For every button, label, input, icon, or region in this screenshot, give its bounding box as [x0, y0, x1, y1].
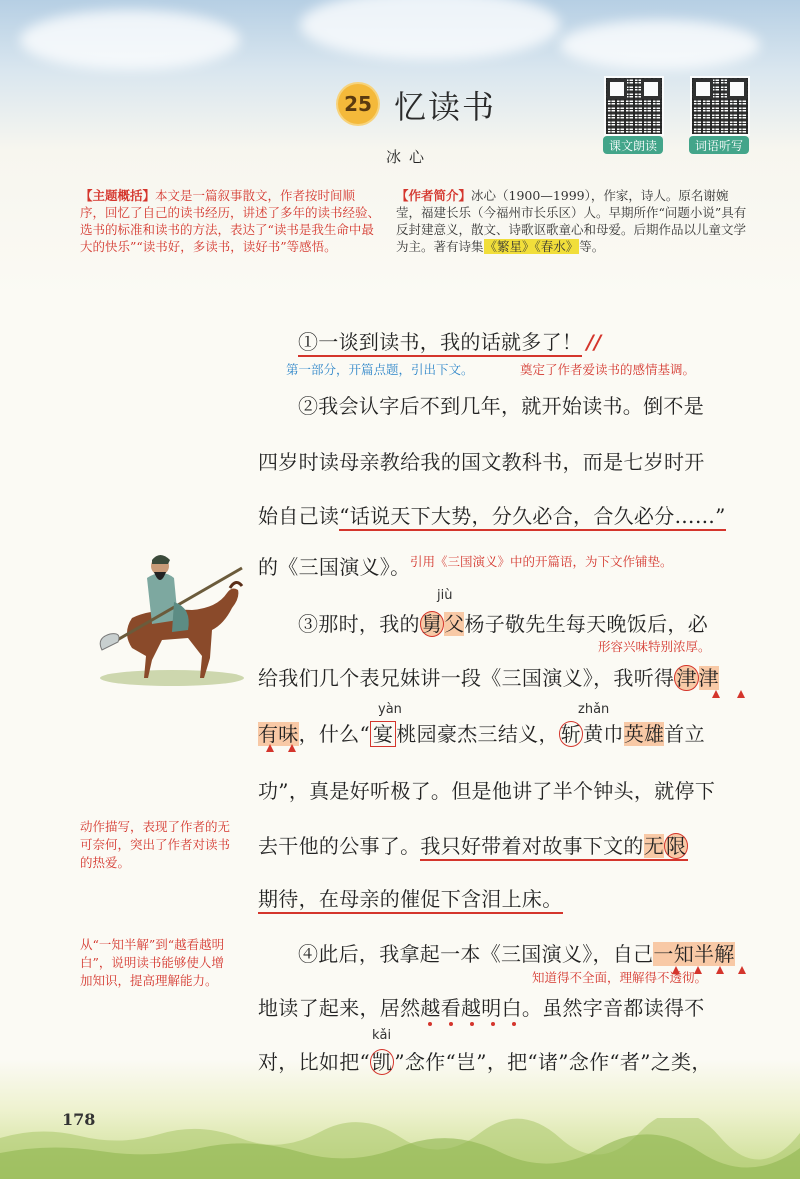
annotation-yizhibanjie: 知道得不全面，理解得不透彻。 — [532, 970, 708, 985]
sky-cloud — [300, 0, 560, 60]
guan-yu-horseman-illustration — [92, 538, 250, 688]
annotation-part-one: 第一部分，开篇点题，引出下文。 — [286, 362, 474, 377]
emphasis-triangle — [266, 744, 274, 752]
p3-underlined-action — [420, 834, 688, 861]
author-works: 《繁星》《春水》 — [484, 239, 579, 254]
p1-text: ①一谈到读书，我的话就多了！ — [298, 330, 582, 357]
grass-footer-decoration — [0, 1118, 800, 1179]
word-youwei: 有味 — [258, 722, 299, 746]
pinyin-jiu: jiù — [437, 588, 453, 603]
qr-reading-label[interactable]: 课文朗读 — [603, 136, 663, 154]
pinyin-yan: yàn — [378, 702, 402, 717]
p4-line-2-start: 地读了起来，居然 — [258, 996, 421, 1020]
p3-line-6 — [258, 883, 563, 912]
author-name: 冰心 — [386, 148, 433, 166]
emphasis-dot — [491, 1022, 495, 1026]
char-wu: 无 — [643, 834, 665, 858]
qr-dictation-label[interactable]: 词语听写 — [689, 136, 749, 154]
char-kai: 凯 — [372, 1050, 393, 1074]
p3-line-5 — [258, 830, 688, 859]
annotation-tone: 奠定了作者爱读书的感情基调。 — [520, 362, 696, 377]
p4-line-3 — [258, 1046, 712, 1075]
p3-line-1-start: ③那时，我的 — [298, 612, 420, 636]
p3-line-5-mid: 我只好带着对故事下文的 — [420, 834, 644, 858]
p3-line-3-b: 桃园豪杰三结义， — [396, 722, 559, 746]
emphasis-dot — [428, 1022, 432, 1026]
p2-line-3-start: 始自己读 — [258, 504, 340, 528]
pinyin-kai: kǎi — [372, 1028, 392, 1043]
emphasis-triangle — [672, 966, 680, 974]
p2-line-4: 的《三国演义》。 — [258, 555, 411, 579]
char-zhan: 斩 — [560, 722, 582, 746]
emphasis-triangle — [694, 966, 702, 974]
page-number: 178 — [62, 1110, 96, 1129]
p4-line-2-end: 。虽然字音都读得不 — [521, 996, 705, 1020]
char-jiu: 舅 — [421, 612, 443, 636]
p3-line-3 — [258, 718, 705, 747]
p3-line-5-start: 去干他的公事了。 — [258, 834, 421, 858]
p3-line-6-text: 期待，在母亲的催促下含泪上床。 — [258, 887, 563, 914]
emphasis-triangle — [288, 744, 296, 752]
p3-line-4: 功”，真是好听极了。但是他讲了半个钟头，就停下 — [258, 779, 716, 803]
p3-line-1 — [258, 608, 708, 637]
p3-line-3-d: 首立 — [664, 722, 705, 746]
idiom-yizhibanjie: 一知半解 — [653, 942, 735, 966]
sky-cloud — [20, 10, 240, 70]
p4-line-3-end: ”念作“岂”，把“诸”念作“者”之类， — [394, 1050, 712, 1074]
side-note-action: 动作描写，表现了作者的无可奈何，突出了作者对读书的热爱。 — [80, 819, 231, 870]
qr-code-reading[interactable] — [604, 76, 664, 136]
emphasis-triangle — [716, 966, 724, 974]
p3-line-3-a: ，什么“ — [298, 722, 371, 746]
p2-line-3 — [258, 500, 726, 529]
p4-line-3-start: 对，比如把“ — [258, 1050, 371, 1074]
section-break-mark: // — [586, 330, 602, 354]
p4-line-1-start: ④此后，我拿起一本《三国演义》，自己 — [298, 942, 654, 966]
p3-line-1-end: 杨子敬先生每天晚饭后，必 — [464, 612, 709, 636]
annotation-quote: 引用《三国演义》中的开篇语，为下文作铺垫。 — [410, 554, 673, 569]
theme-text: 本文是一篇叙事散文，作者按时间顺序，回忆了自己的读书经历，讲述了多年的读书经验、选书的标准和读书的方法，表达了“读书是我生命中最大的快乐”“读书好，多读书，读好书”等感悟。 — [80, 188, 381, 254]
char-xian: 限 — [666, 834, 687, 858]
emphasis-dot — [449, 1022, 453, 1026]
p2-line-1: ②我会认字后不到几年，就开始读书。倒不是 — [298, 394, 704, 418]
sky-cloud — [560, 20, 760, 70]
quote-opening-line: “话说天下大势，分久必合，合久必分……” — [339, 504, 725, 531]
side-note-understanding: 从“一知半解”到“越看越明白”，说明读书能够使人增加知识，提高理解能力。 — [80, 937, 225, 988]
phrase-yuekanyuemingbai: 越看越明白 — [420, 996, 522, 1020]
p3-line-2 — [258, 662, 719, 691]
paragraph-1 — [258, 326, 601, 355]
char-jin-2: 津 — [698, 666, 719, 690]
author-end: 等。 — [579, 239, 605, 254]
lesson-number-badge: 25 — [338, 84, 378, 124]
emphasis-triangle — [712, 690, 720, 698]
emphasis-dot — [512, 1022, 516, 1026]
p3-line-3-c: 黄巾 — [583, 722, 624, 746]
p4-line-2 — [258, 992, 705, 1021]
char-fu: 父 — [444, 612, 465, 636]
pinyin-zhan: zhǎn — [578, 702, 610, 717]
annotation-jinjin: 形容兴味特别浓厚。 — [598, 639, 711, 654]
char-yan: 宴 — [370, 721, 396, 747]
p4-line-1 — [258, 938, 735, 967]
word-yingxiong: 英雄 — [623, 722, 665, 746]
author-tag: 【作者简介】 — [396, 188, 472, 203]
qr-code-dictation[interactable] — [690, 76, 750, 136]
author-text: 冰心（1900—1999），作家，诗人。原名谢婉莹，福建长乐（今福州市长乐区）人。早期所作“问题小说”具有反封建意义，散文、诗歌讴歌童心和母爱。后期作品以儿童文学为主。著有诗集 — [396, 188, 747, 254]
p3-line-2-start: 给我们几个表兄妹讲一段《三国演义》，我听得 — [258, 666, 675, 690]
emphasis-triangle — [737, 690, 745, 698]
emphasis-triangle — [738, 966, 746, 974]
emphasis-dot — [470, 1022, 474, 1026]
author-intro-note — [396, 187, 748, 255]
lesson-title: 忆读书 — [394, 88, 497, 126]
theme-tag: 【主题概括】 — [80, 188, 156, 203]
theme-summary-note — [80, 187, 380, 255]
char-jin-1: 津 — [676, 666, 697, 690]
p2-line-2: 四岁时读母亲教给我的国文教科书，而是七岁时开 — [258, 450, 705, 474]
